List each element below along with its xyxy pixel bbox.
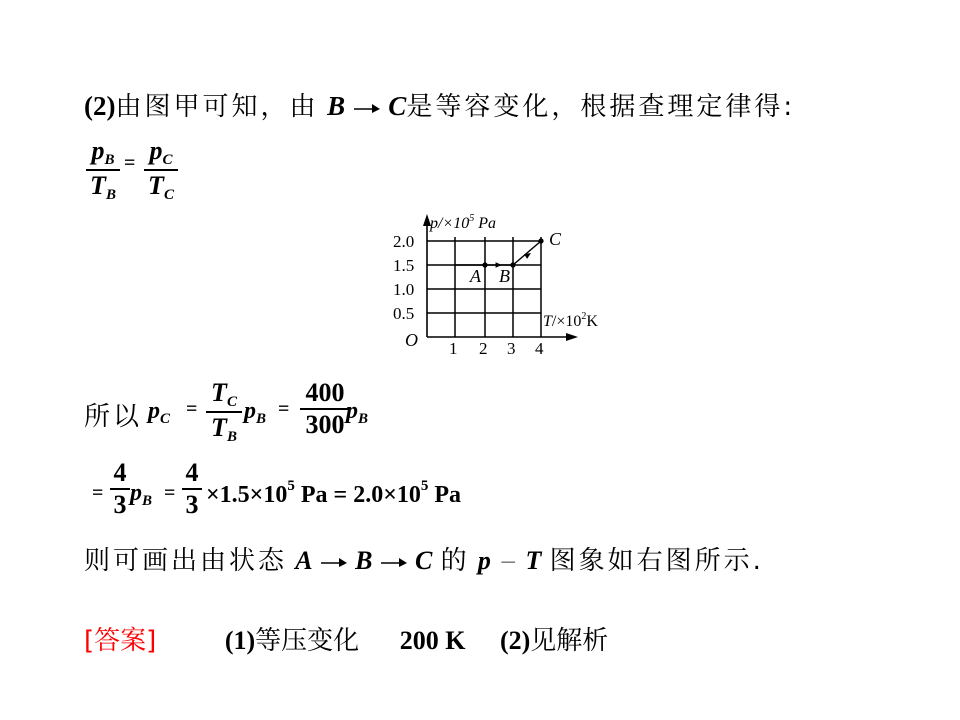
pB-term: $p_B$ xyxy=(346,398,369,427)
pC-term: $p_C$ xyxy=(148,398,171,427)
conclusion-line: 则可画出由状态 A B C 的 p － T 图象如右图所示. xyxy=(84,546,764,576)
arrow-icon xyxy=(321,553,347,567)
x-tick-label: 3 xyxy=(507,339,516,358)
state-C: C xyxy=(388,91,407,121)
y-tick-label: 2.0 xyxy=(393,232,415,251)
y-tick-label: 1.5 xyxy=(393,256,415,275)
pB-term: $p_B$ xyxy=(130,480,153,509)
equals-sign: = xyxy=(186,398,198,420)
state-B: B xyxy=(327,91,346,121)
point-B xyxy=(510,262,515,267)
p-T-graph xyxy=(380,205,640,360)
state-C: C xyxy=(415,546,433,575)
answer-value: 200 K xyxy=(399,626,466,655)
fraction-4-3: 4 3 xyxy=(182,458,202,520)
fraction-pC-TC: $p_C$ $T_C$ xyxy=(144,136,178,204)
part-label: (2) xyxy=(84,91,116,121)
y-tick-label: 0.5 xyxy=(393,304,415,323)
x-tick-label: 1 xyxy=(449,339,458,358)
answer-tag: [答案] xyxy=(84,626,157,656)
statement-line: (2)由图甲可知，由 B C是等容变化，根据查理定律得: xyxy=(84,91,796,122)
point-A xyxy=(482,262,487,267)
state-B: B xyxy=(355,546,373,575)
y-tick-label: 1.0 xyxy=(393,280,415,299)
point-label: A xyxy=(470,266,481,286)
answer-line: [答案] (1)等压变化 200 K (2)见解析 xyxy=(84,626,609,656)
x-tick-label: 2 xyxy=(479,339,488,358)
fraction-TC-TB: $T_C$ $T_B$ xyxy=(206,378,242,446)
point-label: C xyxy=(549,229,562,249)
equals-sign: = xyxy=(92,482,104,504)
state-A: A xyxy=(295,546,313,575)
fraction-400-300: 400 300 xyxy=(300,378,350,440)
equals-sign: = xyxy=(124,152,136,174)
x-axis-arrow xyxy=(566,333,578,341)
pB-term: $p_B$ xyxy=(244,398,267,427)
origin-label: O xyxy=(405,330,418,350)
x-tick-label: 4 xyxy=(535,339,544,358)
therefore-text: 所以 xyxy=(84,402,143,432)
series-line xyxy=(513,241,541,265)
point-label: B xyxy=(499,266,510,286)
arrow-icon xyxy=(381,553,407,567)
calculation-result: $\times 1.5\times 10^5$ $Pa = 2.0\times 10^5$ Pa xyxy=(206,478,462,508)
y-axis-label: $p/\times 10^5$ Pa xyxy=(430,213,497,232)
point-C xyxy=(538,238,543,243)
fraction-pB-TB: $p_B$ $T_B$ xyxy=(86,136,120,204)
equals-sign: = xyxy=(278,398,290,420)
grid xyxy=(427,237,541,337)
equals-sign: = xyxy=(164,482,176,504)
arrow-icon xyxy=(354,99,380,113)
fraction-4-3: 4 3 xyxy=(110,458,130,520)
x-axis-label: $T/\times 10^2K$ xyxy=(543,311,598,330)
